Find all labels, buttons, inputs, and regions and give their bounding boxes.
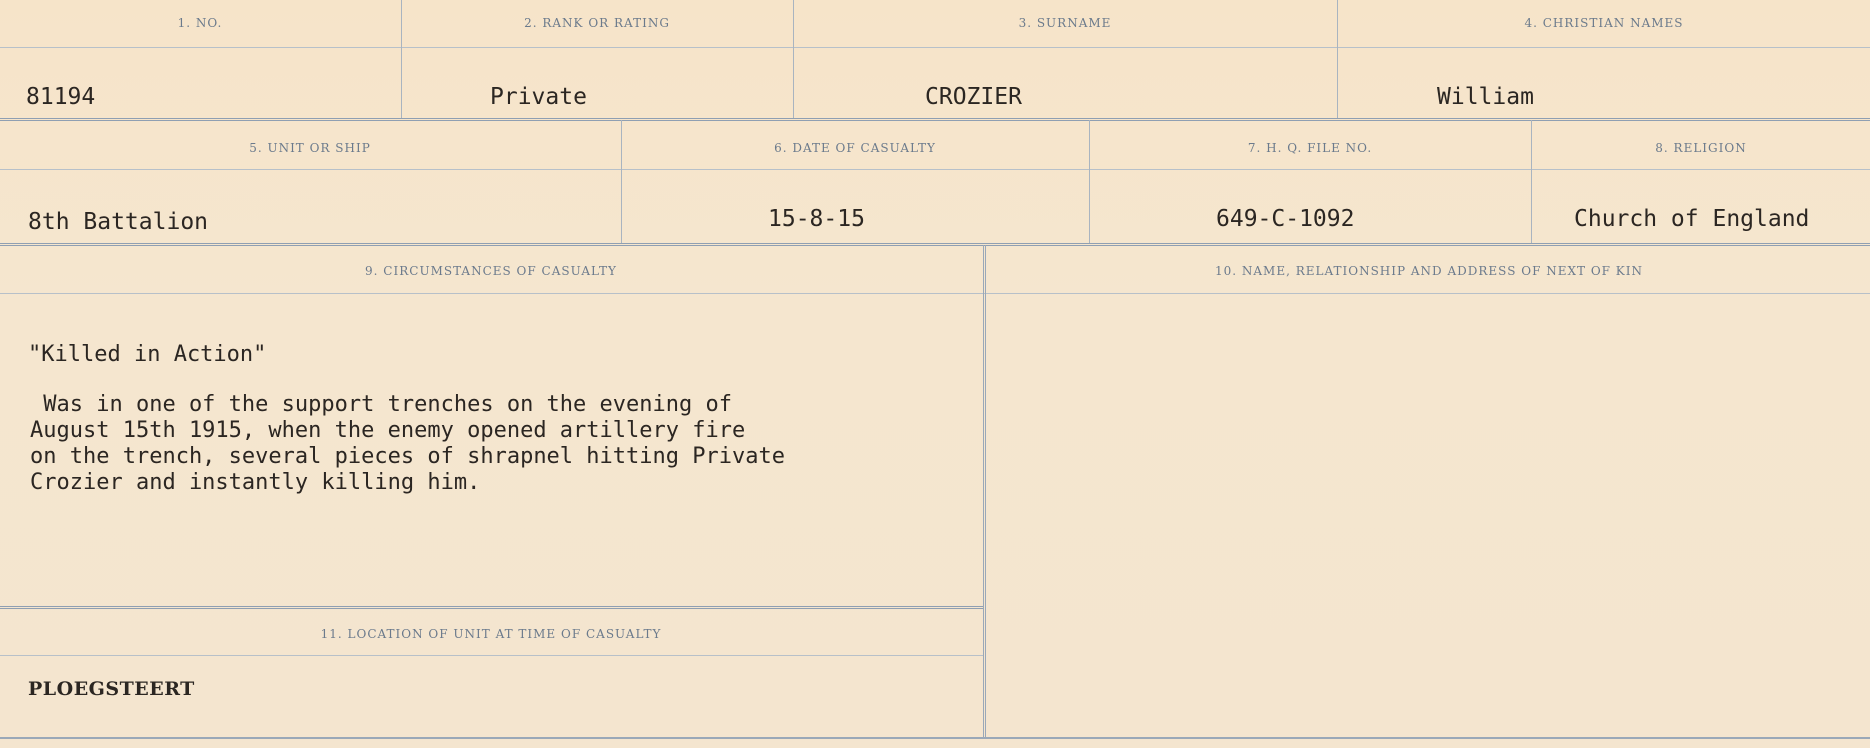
divider [1089, 120, 1090, 243]
rule [0, 169, 1870, 170]
divider [1531, 120, 1532, 243]
divider [983, 245, 986, 739]
value-location: PLOEGSTEERT [28, 678, 195, 700]
header-date: 6. DATE OF CASUALTY [774, 141, 936, 155]
rule [0, 737, 1870, 739]
header-next-of-kin: 10. NAME, RELATIONSHIP AND ADDRESS OF NEXT OF KIN [1214, 264, 1644, 278]
rule [0, 243, 1870, 246]
value-no: 81194 [26, 84, 96, 110]
circumstances-title: "Killed in Action" [28, 342, 267, 367]
rule [0, 118, 1870, 121]
divider [401, 0, 402, 118]
header-circumstances: 9. CIRCUMSTANCES OF CASUALTY [365, 264, 617, 278]
rule [0, 606, 983, 609]
value-rank: Private [490, 84, 587, 110]
circumstances-text: Was in one of the support trenches on the evening of August 15th 1915, when the enemy opened artillery fire on the trench, several pieces of shrapnel hitting Private Crozier and instantly killing him. [30, 392, 785, 495]
value-religion: Church of England [1574, 206, 1810, 232]
header-location: 11. LOCATION OF UNIT AT TIME OF CASUALTY [320, 627, 662, 641]
header-rank: 2. RANK OR RATING [524, 16, 670, 30]
header-christian-names: 4. CHRISTIAN NAMES [1524, 16, 1684, 30]
divider [793, 0, 794, 118]
header-unit: 5. UNIT OR SHIP [249, 141, 371, 155]
header-religion: 8. RELIGION [1655, 141, 1747, 155]
header-surname: 3. SURNAME [1018, 16, 1112, 30]
value-unit: 8th Battalion [28, 209, 209, 235]
divider [1337, 0, 1338, 118]
rule [0, 655, 983, 656]
value-christian-names: William [1437, 84, 1534, 110]
rule [0, 293, 1870, 294]
value-date: 15-8-15 [768, 206, 865, 232]
header-hq-file: 7. H. Q. FILE NO. [1247, 141, 1373, 155]
header-no: 1. NO. [177, 16, 223, 30]
value-surname: CROZIER [925, 84, 1022, 110]
rule [0, 47, 1870, 48]
divider [621, 120, 622, 243]
value-hq-file: 649-C-1092 [1216, 206, 1355, 232]
